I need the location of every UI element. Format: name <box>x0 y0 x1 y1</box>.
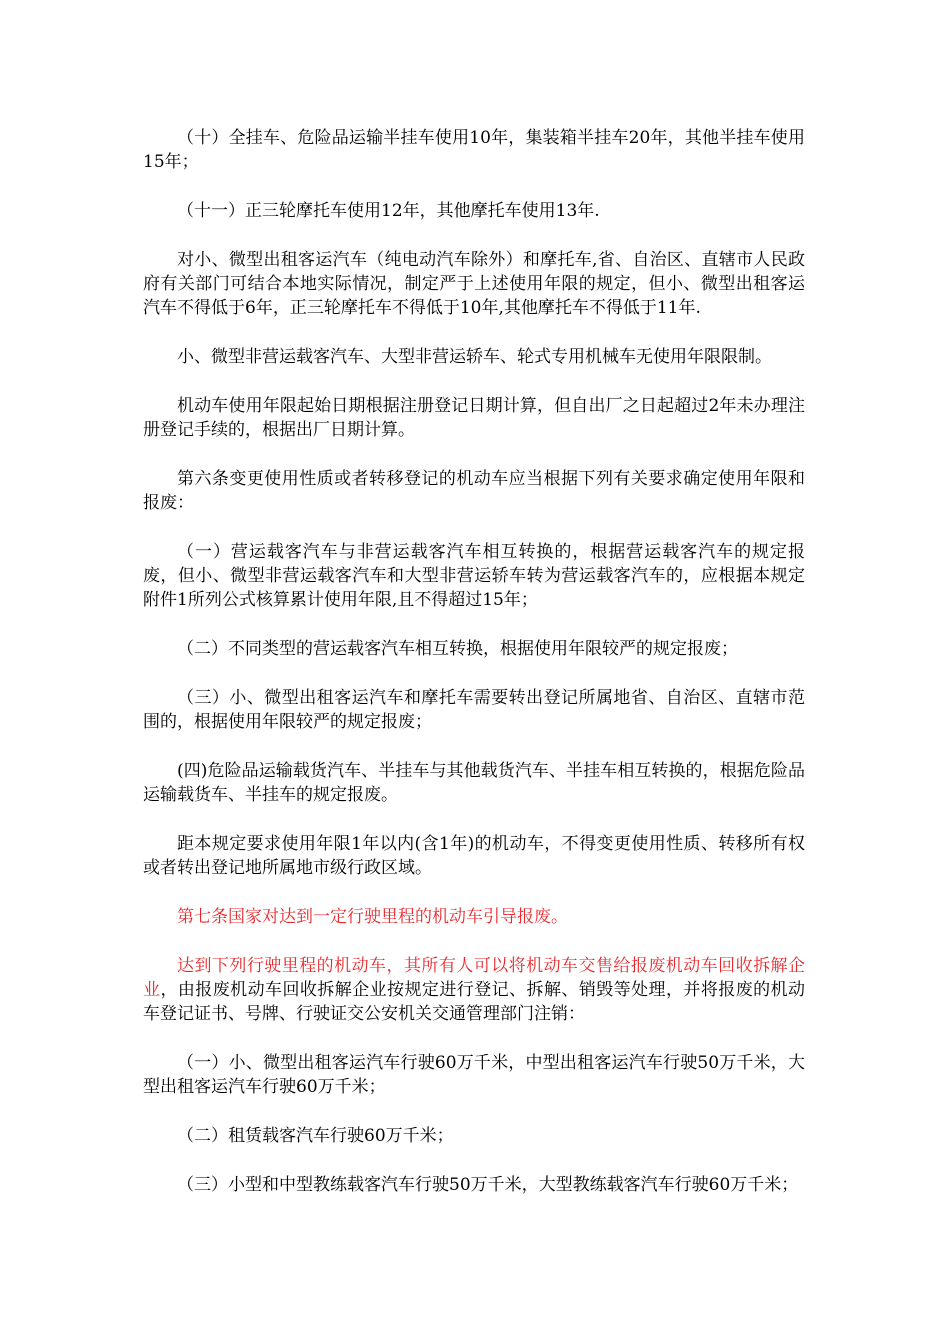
paragraph-taxi-local-rules: 对小、微型出租客运汽车（纯电动汽车除外）和摩托车,省、自治区、直辖市人民政府有关部门可结合本地实际情况，制定严于上述使用年限的规定，但小、微型出租客运汽车不得低于6年，正三轮摩托车不得低于10年,其他摩托车不得低于11年. <box>143 250 805 318</box>
document-body <box>143 126 805 1222</box>
paragraph-article-six-item-3: （三）小、微型出租客运汽车和摩托车需要转出登记所属地省、自治区、直辖市范围的，根据使用年限较严的规定报废； <box>143 688 805 732</box>
paragraph-mileage-item-1: （一）小、微型出租客运汽车行驶60万千米，中型出租客运汽车行驶50万千米，大型出租客运汽车行驶60万千米； <box>143 1053 805 1097</box>
plain-text: ，由报废机动车回收拆解企业按规定进行登记、拆解、销毁等处理，并将报废的机动车登记证书、号牌、行驶证交公安机关交通管理部门注销： <box>143 980 806 1024</box>
paragraph-full-trailer-lifespan: （十）全挂车、危险品运输半挂车使用10年，集装箱半挂车20年，其他半挂车使用15年； <box>143 128 805 172</box>
paragraph-mileage-item-3: （三）小型和中型教练载客汽车行驶50万千米，大型教练载客汽车行驶60万千米； <box>177 1175 799 1195</box>
highlighted-text: 达到下列行驶里程的机动车，其所有人可以将机动车交售给报废机动车回收拆解企业 <box>143 956 805 1000</box>
paragraph-mileage-scrap <box>143 954 805 1026</box>
paragraph-transfer-restriction: 距本规定要求使用年限1年以内(含1年)的机动车，不得变更使用性质、转移所有权或者转出登记地所属地市级行政区域。 <box>143 834 805 878</box>
paragraph-start-date: 机动车使用年限起始日期根据注册登记日期计算，但自出厂之日起超过2年未办理注册登记手续的，根据出厂日期计算。 <box>143 396 805 440</box>
paragraph-article-six-item-2: （二）不同类型的营运载客汽车相互转换，根据使用年限较严的规定报废； <box>177 639 738 659</box>
paragraph-motorcycle-lifespan: （十一）正三轮摩托车使用12年，其他摩托车使用13年. <box>177 201 600 221</box>
paragraph-article-seven: 第七条国家对达到一定行驶里程的机动车引导报废。 <box>177 907 568 927</box>
paragraph-mileage-item-2: （二）租赁载客汽车行驶60万千米； <box>177 1126 454 1146</box>
paragraph-article-six-item-1: （一）营运载客汽车与非营运载客汽车相互转换的，根据营运载客汽车的规定报废，但小、微型非营运载客汽车和大型非营运轿车转为营运载客汽车的，应根据本规定附件1所列公式核算累计使用年限,且不得超过15年； <box>143 542 805 610</box>
paragraph-article-six: 第六条变更使用性质或者转移登记的机动车应当根据下列有关要求确定使用年限和报废： <box>143 469 805 513</box>
paragraph-no-limit-vehicles: 小、微型非营运载客汽车、大型非营运轿车、轮式专用机械车无使用年限限制。 <box>177 347 772 367</box>
paragraph-article-six-item-4: (四)危险品运输载货汽车、半挂车与其他载货汽车、半挂车相互转换的，根据危险品运输载货车、半挂车的规定报废。 <box>143 761 805 805</box>
